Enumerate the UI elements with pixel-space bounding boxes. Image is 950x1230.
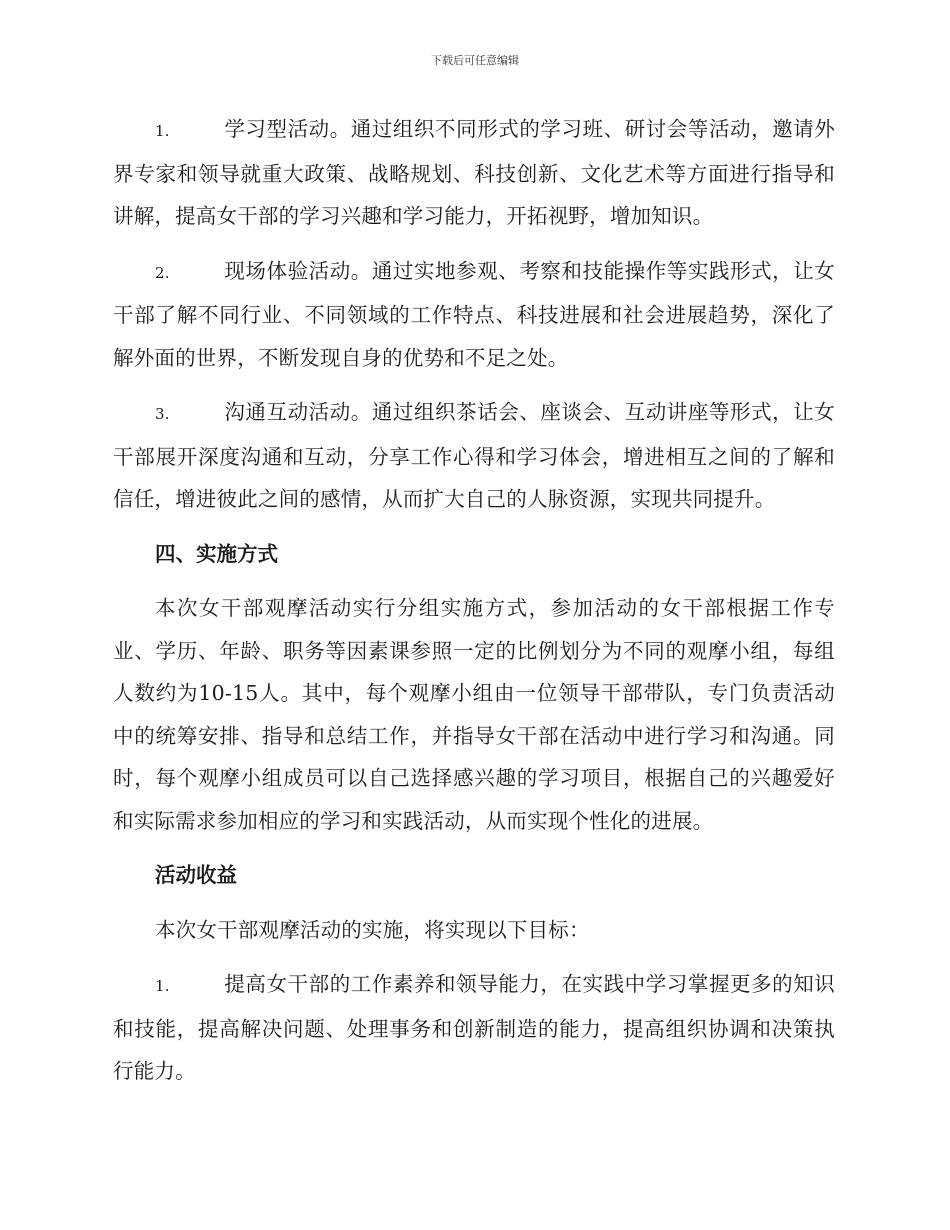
activity-number: 2. [155, 263, 170, 282]
activity-item-1 [113, 108, 835, 238]
activity-text: 沟通互动活动。通过组织茶话会、座谈会、互动讲座等形式，让女干部展开深度沟通和互动，分享工作心得和学习体会，增进相互之间的了解和信任，增进彼此之间的感情，从而扩大自己的人脉资源，实现共同提升。 [113, 400, 835, 511]
activity-item-3 [113, 391, 835, 521]
activity-text: 现场体验活动。通过实地参观、考察和技能操作等实践形式，让女干部了解不同行业、不同领域的工作特点、科技进展和社会进展趋势，深化了解外面的世界，不断发现自身的优势和不足之处。 [113, 258, 835, 370]
activity-number: 3. [155, 405, 170, 423]
benefits-intro: 本次女干部观摩活动的实施，将实现以下目标： [155, 917, 590, 942]
activity-number: 1. [155, 122, 170, 140]
benefit-text: 提高女干部的工作素养和领导能力，在实践中学习掌握更多的知识和技能，提高解决问题、处理事务和创新制造的能力，提高组织协调和决策执行能力。 [113, 972, 835, 1083]
implementation-paragraph: 本次女干部观摩活动实行分组实施方式，参加活动的女干部根据工作专业、学历、年龄、职务等因素课参照一定的比例划分为不同的观摩小组，每组人数约为10-15人。其中，每个观摩小组由一位领导干部带队，专门负责活动中的统筹安排、指导和总结工作，并指导女干部在活动中进行学习和沟通。同时，每个观摩小组成员可以自己选择感兴趣的学习项目，根据自己的兴趣爱好和实际需求参加相应的学习和实践活动，从而实现个性化的进展。 [113, 596, 835, 833]
benefit-item-1 [113, 963, 835, 1093]
activity-item-2 [113, 250, 835, 380]
section-heading-implementation: 四、实施方式 [155, 541, 278, 566]
page-header: 下载后可任意编辑 [431, 54, 519, 67]
section-heading-benefits: 活动收益 [155, 863, 237, 887]
activity-text: 学习型活动。通过组织不同形式的学习班、研讨会等活动，邀请外界专家和领导就重大政策、战略规划、科技创新、文化艺术等方面进行指导和讲解，提高女干部的学习兴趣和学习能力，开拓视野，增加知识。 [113, 117, 835, 228]
benefit-number: 1. [155, 977, 170, 995]
document-body [113, 108, 835, 1093]
